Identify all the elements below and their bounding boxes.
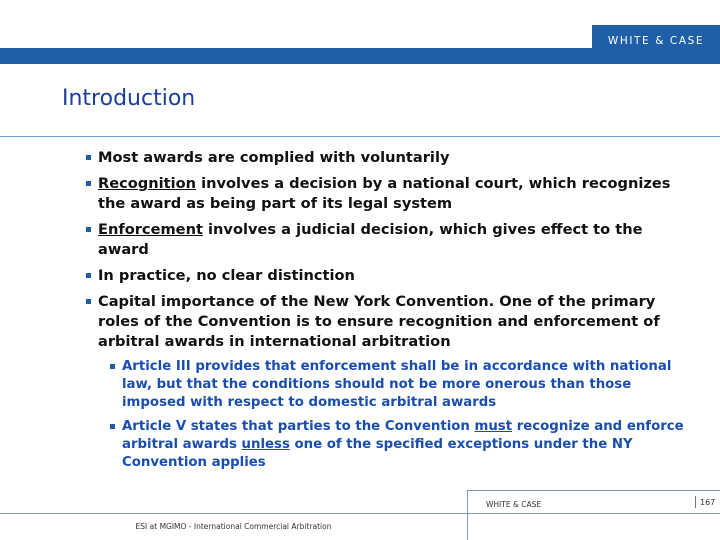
sub-bullet-text: one of the specified exceptions under the NY Convention applies: [122, 437, 633, 470]
title-divider: [0, 136, 720, 137]
sub-bullet-square-icon: [110, 424, 115, 429]
bullet-text: In practice, no clear distinction: [98, 267, 355, 284]
bullet-item: [86, 174, 686, 214]
bullet-text: Capital importance of the New York Convention. One of the primary roles of the Convention is to ensure recognition and enforcement of arbitral awards in international arbitration: [98, 293, 660, 350]
slide-title: Introduction: [62, 86, 196, 111]
footer-brand: WHITE & CASE: [486, 500, 542, 509]
bullet-square-icon: [86, 227, 91, 232]
term-enforcement: Enforcement: [98, 221, 203, 238]
slide-content: [86, 148, 686, 478]
bullet-square-icon: [86, 181, 91, 186]
brand-logo: [592, 25, 720, 56]
bullet-square-icon: [86, 299, 91, 304]
bullet-item: [86, 148, 686, 168]
sub-bullet-item: [86, 418, 686, 472]
brand-logo-text: WHITE & CASE: [607, 34, 705, 47]
page-number-separator: [695, 496, 696, 508]
sub-bullet-square-icon: [110, 364, 115, 369]
sub-bullet-text: Article III provides that enforcement shall be in accordance with national law, but that the conditions should not be more onerous than those imposed with respect to domestic arbitral awards: [122, 359, 672, 410]
sub-bullet-text: Article V states that parties to the Convention: [122, 419, 475, 434]
term-unless: unless: [241, 437, 290, 452]
bullet-text: involves a decision by a national court, which recognizes the award as being part of its legal system: [98, 175, 671, 212]
term-must: must: [474, 419, 513, 434]
bullet-square-icon: [86, 155, 91, 160]
bullet-text: Most awards are complied with voluntarily: [98, 149, 450, 166]
bullet-item: [86, 220, 686, 260]
bullet-item: [86, 292, 686, 352]
footer-caption: ESI at MGIMO - International Commercial Arbitration: [135, 522, 332, 531]
bullet-item: [86, 266, 686, 286]
page-number: 167: [700, 498, 716, 507]
term-recognition: Recognition: [98, 175, 197, 192]
bullet-square-icon: [86, 273, 91, 278]
sub-bullet-text: recognize and enforce arbitral awards: [122, 419, 684, 452]
bullet-text: involves a judicial decision, which gives effect to the award: [98, 221, 643, 258]
sub-bullet-item: [86, 358, 686, 412]
